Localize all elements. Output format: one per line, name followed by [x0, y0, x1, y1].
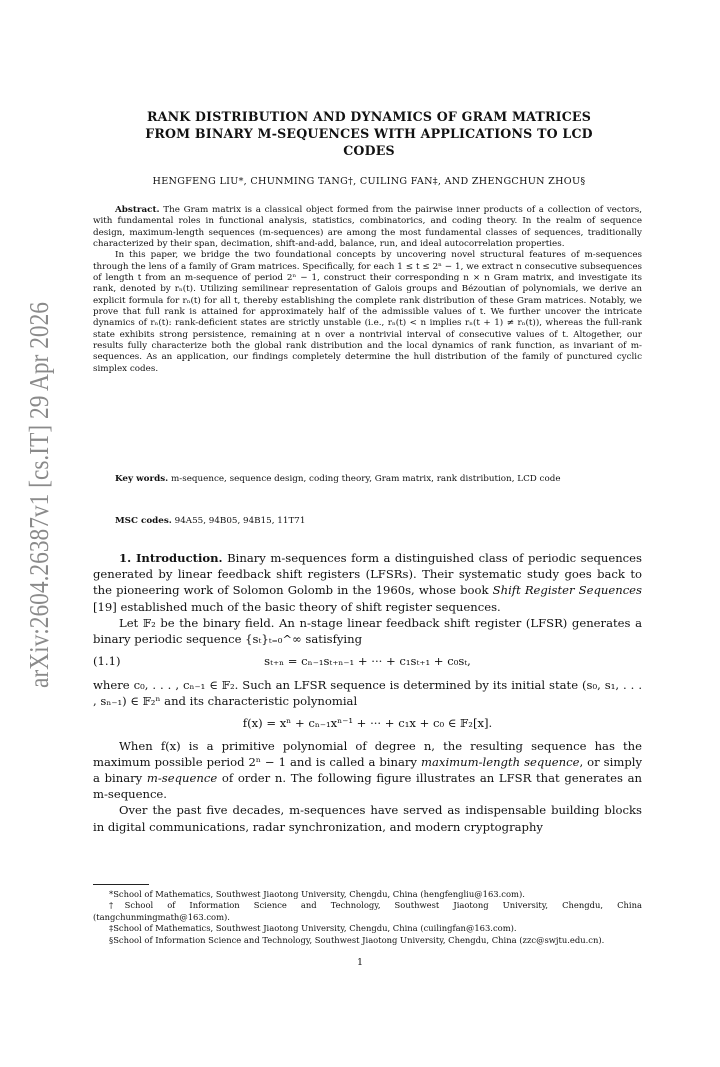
arxiv-id: arXiv:2604.26387v1 [cs.IT] 29 Apr 2026: [24, 300, 54, 688]
arxiv-stamp: [18, 300, 58, 690]
paper-title: [96, 108, 642, 159]
term-maximum-length: maximum-length sequence: [421, 754, 580, 769]
abstract-paragraph-2: In this paper, we bridge the two foundational concepts by uncovering novel structural features of m-sequences through the lens of a family of Gram matrices. Specifically, for each 1 ≤ t ≤ 2ⁿ − 1, we extract n consecutive subsequences of length t from an m-sequence of period 2ⁿ − 1, construct their corresponding n × n Gram matrix, and investigate its rank, denoted by rₙ(t). Utilizing semilinear representation of Galois groups and Bézoutian of polynomials, we derive an explicit formula for rₙ(t) for all t, thereby establishing the complete rank distribution of these Gram matrices. Notably, we prove that full rank is attained for approximately half of the admissible values of t. We further uncover the intricate dynamics of rₙ(t): rank-deficient states are strictly unstable (i.e., rₙ(t) < n implies rₙ(t + 1) ≠ rₙ(t)), whereas the full-rank state exhibits strong persistence, remaining at n over a nontrivial interval of consecutive values of t. Altogether, our results fully characterize both the global rank distribution and the local dynamics of rank function, as invariant of m-sequences. As an application, our findings completely determine the hull distribution of the family of punctured cyclic simplex codes.: [93, 250, 642, 374]
equation-body: sₜ₊ₙ = cₙ₋₁sₜ₊ₙ₋₁ + ··· + c₁sₜ₊₁ + c₀sₜ,: [264, 654, 471, 669]
keywords: [93, 473, 642, 485]
equation-polynomial: [93, 710, 642, 738]
footnote-4: §School of Information Science and Technology, Southwest Jiaotong University, Chengdu, China (zzc@swjtu.edu.cn).: [109, 934, 605, 945]
intro-text-4a: When f(x) is a primitive polynomial of degree n, the resulting sequence has the maximum possible period 2ⁿ − 1 and is called a binary: [93, 738, 642, 769]
title-line-3: CODES: [343, 143, 395, 158]
polynomial-body: f(x) = xⁿ + cₙ₋₁xⁿ⁻¹ + ··· + c₁x + c₀ ∈ 𝔽₂[x].: [242, 715, 493, 730]
msc-codes: [93, 516, 642, 526]
footnote-1: *School of Mathematics, Southwest Jiaotong University, Chengdu, China (hengfengliu@163.com).: [109, 889, 525, 899]
section-heading: 1. Introduction.: [119, 551, 223, 565]
intro-text-1: Binary m-sequences form a distinguished class of periodic sequences generated by linear feedback shift registers (LFSRs). Their systematic study goes back to the pioneering work of Solomon Golomb in the 1960s, whose book: [93, 551, 642, 598]
abstract-text-1: The Gram matrix is a classical object formed from the pairwise inner products of a collection of vectors, with fundamental roles in functional analysis, statistics, combinatorics, and coding theory. In the realm of sequence design, maximum-length sequences (m-sequences) are among the most fundamental classes of sequences, traditionally characterized by their span, decimation, shift-and-add, balance, run, and ideal autocorrelation properties.: [93, 205, 642, 250]
equation-1-1: [93, 647, 642, 677]
intro-paragraph-1: [93, 550, 642, 615]
footnote-2: †School of Information Science and Technology, Southwest Jiaotong University, Chengdu, China (tangchunmingmath@163.com).: [93, 900, 642, 922]
book-title: Shift Register Sequences: [492, 583, 642, 598]
intro-paragraph-5: Over the past five decades, m-sequences have served as indispensable building blocks in digital communications, radar synchronization, and modern cryptography: [93, 803, 642, 834]
intro-text-4b: , or simply a binary: [93, 754, 643, 786]
keywords-text: m-sequence, sequence design, coding theory, Gram matrix, rank distribution, LCD code: [170, 474, 561, 484]
intro-paragraph-3: where c₀, . . . , cₙ₋₁ ∈ 𝔽₂. Such an LFSR sequence is determined by its initial state (s₀, s₁, . . . , sₙ₋₁) ∈ 𝔽₂ⁿ and its characteristic polynomial: [93, 678, 642, 709]
intro-text-1-end: [19] established much of the basic theory of shift register sequences.: [93, 599, 501, 614]
intro-text-4c: of order n. The following figure illustrates an LFSR that generates an m-sequence.: [93, 771, 642, 802]
page-number: 1: [356, 957, 364, 968]
author-list: HENGFENG LIU*, CHUNMING TANG†, CUILING FAN‡, AND ZHENGCHUN ZHOU§: [152, 176, 586, 187]
footnote-rule: [93, 884, 149, 885]
intro-paragraph-4: [93, 738, 642, 803]
abstract: [93, 205, 642, 375]
equation-number: (1.1): [93, 654, 121, 669]
title-line-1: RANK DISTRIBUTION AND DYNAMICS OF GRAM MATRICES: [146, 109, 592, 124]
footnote-3: ‡School of Mathematics, Southwest Jiaotong University, Chengdu, China (cuilingfan@163.com).: [109, 923, 517, 934]
term-m-sequence: m-sequence: [146, 771, 218, 786]
abstract-label: Abstract.: [115, 205, 160, 215]
abstract-paragraph-1: [93, 205, 642, 250]
introduction-section: [93, 550, 642, 835]
keywords-label: Key words.: [115, 474, 169, 484]
msc-text: 94A55, 94B05, 94B15, 11T71: [174, 516, 306, 526]
intro-paragraph-2: Let 𝔽₂ be the binary field. An n-stage linear feedback shift register (LFSR) generates a binary periodic sequence {sₜ}ₜ₌₀^∞ satisfying: [93, 615, 642, 647]
title-line-2: FROM BINARY M-SEQUENCES WITH APPLICATIONS TO LCD: [145, 126, 593, 141]
footnotes: [93, 889, 642, 946]
msc-label: MSC codes.: [115, 516, 172, 526]
